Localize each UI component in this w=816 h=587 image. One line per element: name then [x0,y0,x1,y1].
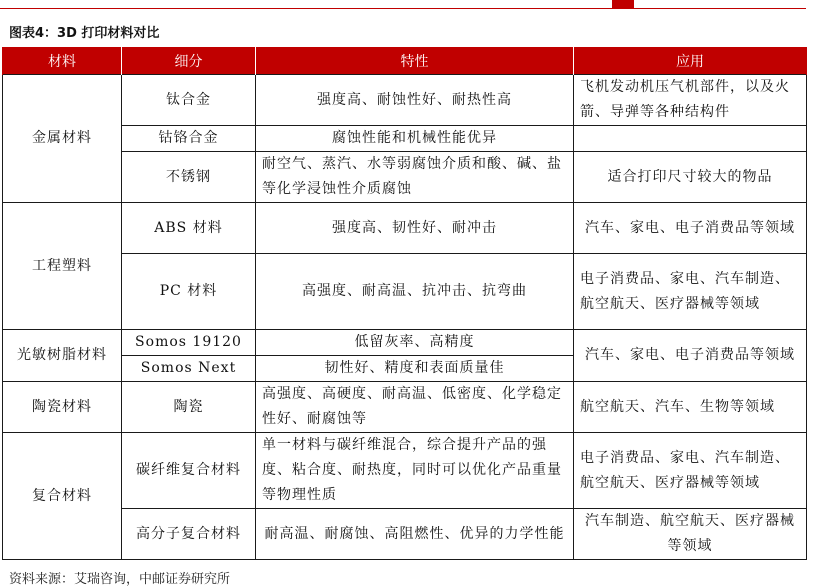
table-row [3,203,807,254]
feature-cell: 耐空气、蒸汽、水等弱腐蚀介质和酸、碱、盐等化学浸蚀性介质腐蚀 [256,152,574,203]
subcategory-cell: 钴铬合金 [122,126,256,152]
feature-cell: 低留灰率、高精度 [256,330,574,356]
materials-table-wrapper [2,47,806,560]
header-accent-mark [612,0,634,8]
subcategory-cell: Somos Next [122,356,256,382]
table-row [3,152,807,203]
subcategory-cell: 高分子复合材料 [122,509,256,560]
subcategory-cell: 陶瓷 [122,382,256,433]
application-cell: 汽车、家电、电子消费品等领域 [574,203,807,254]
group-cell-composite: 复合材料 [3,433,122,560]
application-cell: 适合打印尺寸较大的物品 [574,152,807,203]
application-cell: 汽车、家电、电子消费品等领域 [574,330,807,382]
application-cell: 航空航天、汽车、生物等领域 [574,382,807,433]
feature-cell: 高强度、耐高温、抗冲击、抗弯曲 [256,254,574,330]
materials-comparison-table [2,47,807,560]
header-application: 应用 [574,47,807,75]
table-row [3,126,807,152]
table-row [3,75,807,126]
table-row [3,509,807,560]
subcategory-cell: 不锈钢 [122,152,256,203]
header-rule [0,8,806,9]
feature-cell: 高强度、高硬度、耐高温、低密度、化学稳定性好、耐腐蚀等 [256,382,574,433]
subcategory-cell: 钛合金 [122,75,256,126]
figure-caption: 图表4：3D 打印材料对比 [9,26,160,41]
table-row [3,330,807,356]
subcategory-cell: ABS 材料 [122,203,256,254]
table-row [3,433,807,509]
application-cell: 飞机发动机压气机部件，以及火箭、导弹等各种结构件 [574,75,807,126]
application-cell: 电子消费品、家电、汽车制造、航空航天、医疗器械等领域 [574,254,807,330]
source-note: 资料来源：艾瑞咨询，中邮证券研究所 [9,572,231,587]
group-cell-resin: 光敏树脂材料 [3,330,122,382]
feature-cell: 强度高、耐蚀性好、耐热性高 [256,75,574,126]
subcategory-cell: 碳纤维复合材料 [122,433,256,509]
header-material: 材料 [3,47,122,75]
subcategory-cell: PC 材料 [122,254,256,330]
feature-cell: 单一材料与碳纤维混合，综合提升产品的强度、粘合度、耐热度，同时可以优化产品重量等物理性质 [256,433,574,509]
subcategory-cell: Somos 19120 [122,330,256,356]
group-cell-plastic: 工程塑料 [3,203,122,330]
feature-cell: 韧性好、精度和表面质量佳 [256,356,574,382]
header-characteristics: 特性 [256,47,574,75]
application-cell [574,126,807,152]
feature-cell: 耐高温、耐腐蚀、高阻燃性、优异的力学性能 [256,509,574,560]
table-row [3,382,807,433]
group-cell-ceramic: 陶瓷材料 [3,382,122,433]
table-header-row [3,47,807,75]
feature-cell: 腐蚀性能和机械性能优异 [256,126,574,152]
group-cell-metal: 金属材料 [3,75,122,203]
application-cell: 电子消费品、家电、汽车制造、航空航天、医疗器械等领域 [574,433,807,509]
header-subcategory: 细分 [122,47,256,75]
feature-cell: 强度高、韧性好、耐冲击 [256,203,574,254]
application-cell: 汽车制造、航空航天、医疗器械等领域 [574,509,807,560]
table-row [3,254,807,330]
